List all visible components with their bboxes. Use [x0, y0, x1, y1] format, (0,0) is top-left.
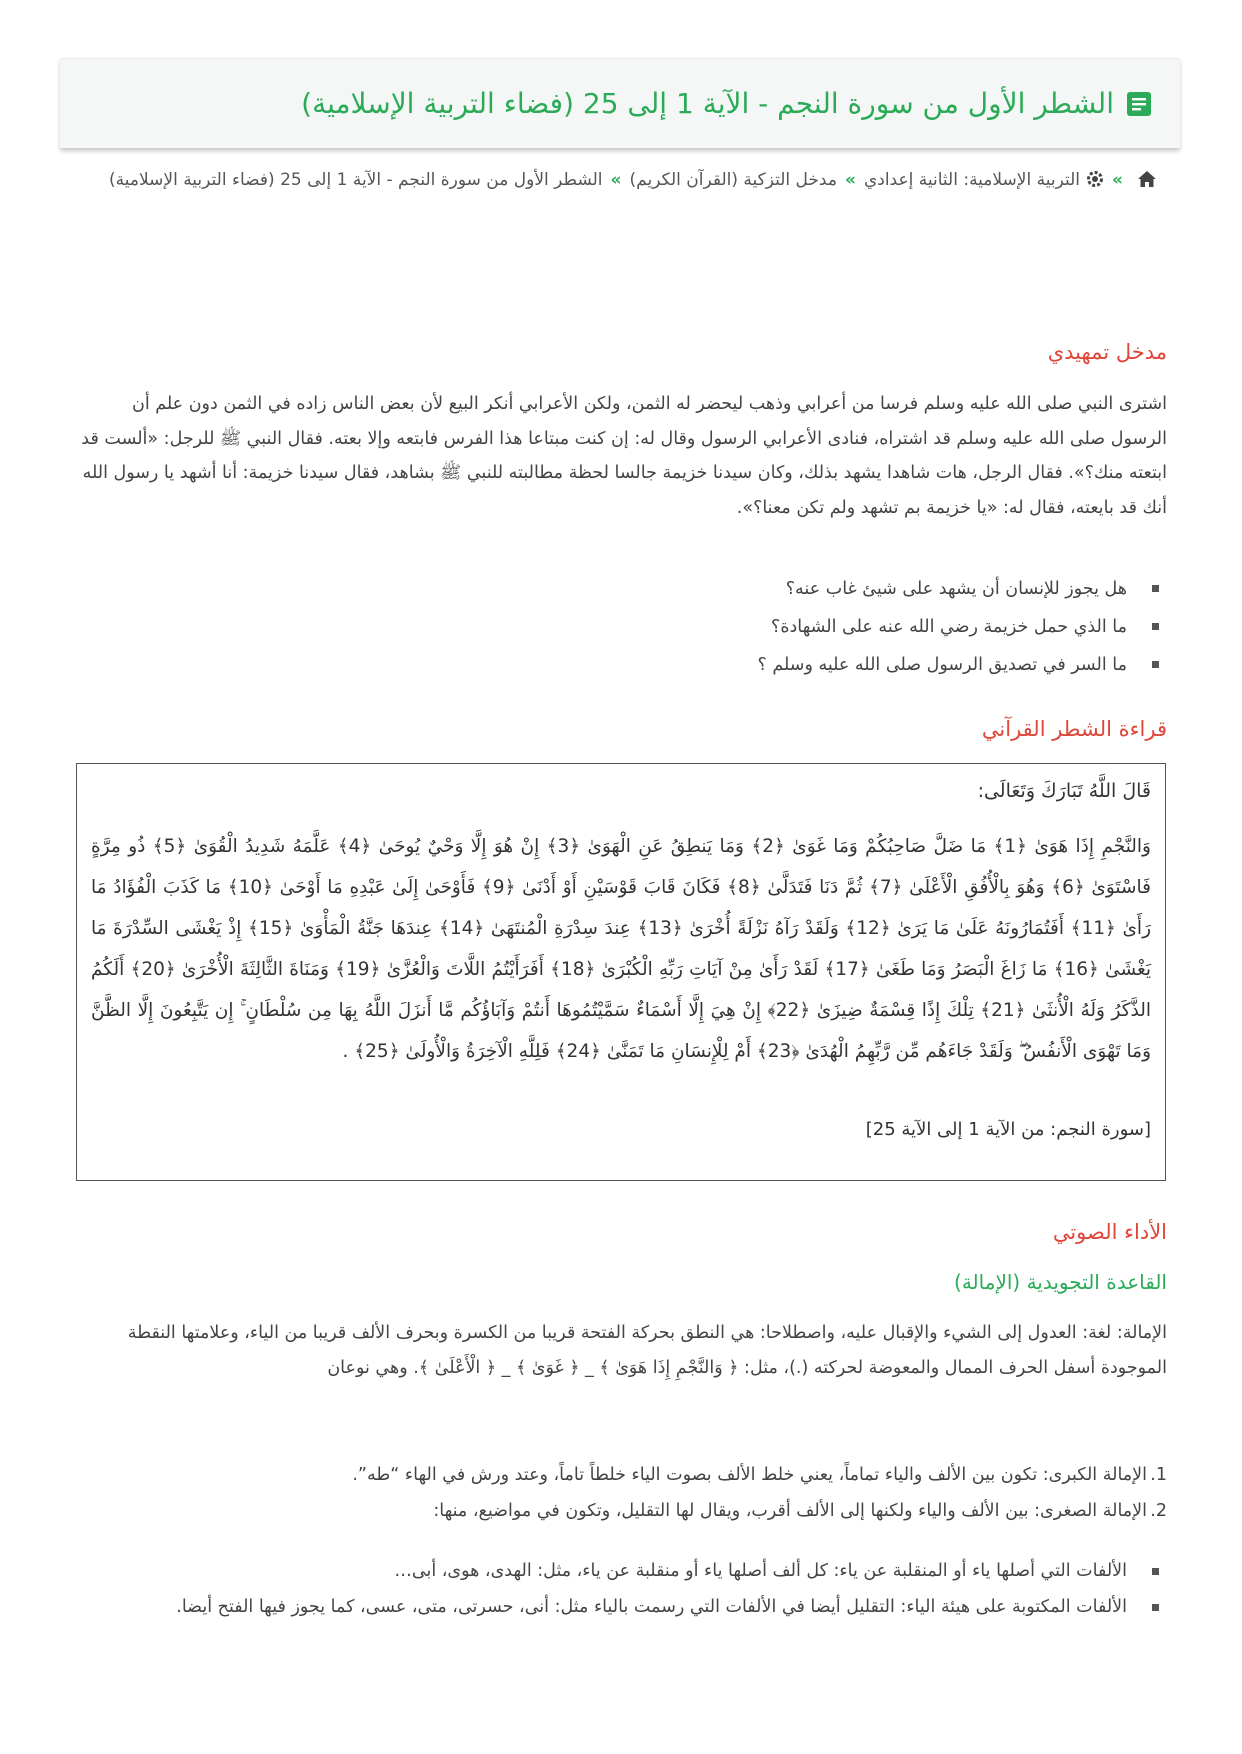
list-item: هل يجوز للإنسان أن يشهد على شيئ غاب عنه؟ — [75, 570, 1167, 608]
gear-icon — [1086, 170, 1104, 188]
intro-questions — [75, 570, 1167, 684]
intro-heading: مدخل تمهيدي — [1047, 340, 1167, 364]
list-item: 2. الإمالة الصغرى: بين الألف والياء ولكنها إلى الألف أقرب، ويقال لها التقليل، وتكون في مواضيع، منها: — [433, 1501, 1167, 1521]
recitation-paragraph: الإمالة: لغة: العدول إلى الشيء والإقبال عليه، واصطلاحا: هي النطق بحركة الفتحة قريبا من الكسرة وبحرف الألف قريبا من الياء، وعلامتها النقطة الموجودة أسفل الحرف الممال والمعوضة لحركته (.)، مثل: ﴿ وَالنَّجْمِ إِذَا هَوَىٰ ﴾ _ ﴿ غَوَىٰ ﴾ _ ﴿ الْأَعْلَىٰ ﴾. وهي نوعان — [127, 1323, 1167, 1378]
page-title-card — [60, 58, 1180, 148]
breadcrumb-item-section[interactable]: مدخل التزكية (القرآن الكريم) — [629, 170, 837, 190]
breadcrumb-item-current: الشطر الأول من سورة النجم - الآية 1 إلى 25 (فضاء التربية الإسلامية) — [109, 170, 603, 190]
breadcrumb-separator: » — [1112, 170, 1123, 190]
reading-heading: قراءة الشطر القرآني — [981, 717, 1167, 741]
quran-reference: [سورة النجم: من الآية 1 إلى الآية 25] — [865, 1119, 1151, 1140]
imala-types — [75, 1457, 1167, 1529]
list-item: الألفات التي أصلها ياء أو المنقلبة عن ياء: كل ألف أصلها ياء أو منقلبة عن ياء، مثل: الهدى، هوى، أبى… — [75, 1553, 1167, 1589]
list-item: ما السر في تصديق الرسول صلى الله عليه وسلم ؟ — [75, 646, 1167, 684]
breadcrumb-separator: » — [610, 170, 622, 190]
recitation-subheading: القاعدة التجويدية (الإمالة) — [954, 1270, 1167, 1294]
list-item: 1. الإمالة الكبرى: تكون بين الألف والياء تماماً، يعني خلط الألف بصوت الياء خلطاً تاماً، وعتد ورش في الهاء “طه”. — [352, 1465, 1167, 1485]
breadcrumb-item-course[interactable]: التربية الإسلامية: الثانية إعدادي — [863, 170, 1081, 190]
page-title: الشطر الأول من سورة النجم - الآية 1 إلى 25 (فضاء التربية الإسلامية) — [301, 87, 1114, 120]
document-icon — [1126, 91, 1152, 117]
breadcrumb — [77, 163, 1157, 197]
intro-paragraph: اشترى النبي صلى الله عليه وسلم فرسا من أعرابي وذهب ليحضر له الثمن، ولكن الأعرابي أنكر البيع لأن بعض الناس زاده في الثمن دون علم أن الرسول صلى الله عليه وسلم قد اشتراه، فنادى الأعرابي الرسول وقال له: إن كنت مبتاعا هذا الفرس فابتعه وإلا بعته. فقال النبي ﷺ للرجل: «ألست قد ابتعته منك؟». فقال الرجل، هات شاهدا يشهد بذلك، وكان سيدنا خزيمة جالسا لحظة مطالبته للنبي ﷺ بشاهد، فقال سيدنا خزيمة: أنا أشهد يا رسول الله أنك قد بايعته، فقال له: «يا خزيمة بم تشهد ولم تكن معنا؟». — [81, 394, 1167, 518]
recitation-heading: الأداء الصوتي — [1052, 1220, 1167, 1244]
breadcrumb-separator: » — [844, 170, 856, 190]
home-icon[interactable] — [1137, 170, 1157, 188]
list-item: الألفات المكتوبة على هيئة الياء: التقليل أيضا في الألفات التي رسمت بالياء مثل: أنى، حسرتى، متى، عسى، كما يجوز فيها الفتح أيضا. — [75, 1589, 1167, 1625]
quran-verses: وَالنَّجْمِ إِذَا هَوَىٰ ﴿1﴾ مَا ضَلَّ صَاحِبُكُمْ وَمَا غَوَىٰ ﴿2﴾ وَمَا يَنطِقُ عَنِ الْهَوَىٰ ﴿3﴾ إِنْ هُوَ إِلَّا وَحْيٌ يُوحَىٰ ﴿4﴾ عَلَّمَهُ شَدِيدُ الْقُوَىٰ ﴿5﴾ ذُو مِرَّةٍ فَاسْتَوَىٰ ﴿6﴾ وَهُوَ بِالْأُفُقِ الْأَعْلَىٰ ﴿7﴾ ثُمَّ دَنَا فَتَدَلَّىٰ ﴿8﴾ فَكَانَ قَابَ قَوْسَيْنِ أَوْ أَدْنَىٰ ﴿9﴾ فَأَوْحَىٰ إِلَىٰ عَبْدِهِ مَا أَوْحَىٰ ﴿10﴾ مَا كَذَبَ الْفُؤَادُ مَا رَأَىٰ ﴿11﴾ أَفَتُمَارُونَهُ عَلَىٰ مَا يَرَىٰ ﴿12﴾ وَلَقَدْ رَآهُ نَزْلَةً أُخْرَىٰ ﴿13﴾ عِندَ سِدْرَةِ الْمُنتَهَىٰ ﴿14﴾ عِندَهَا جَنَّةُ الْمَأْوَىٰ ﴿15﴾ إِذْ يَغْشَى السِّدْرَةَ مَا يَغْشَىٰ ﴿16﴾ مَا زَاغَ الْبَصَرُ وَمَا طَغَىٰ ﴿17﴾ لَقَدْ رَأَىٰ مِنْ آيَاتِ رَبِّهِ الْكُبْرَىٰ ﴿18﴾ أَفَرَأَيْتُمُ اللَّاتَ وَالْعُزَّىٰ ﴿19﴾ وَمَنَاةَ الثَّالِثَةَ الْأُخْرَىٰ ﴿20﴾ أَلَكُمُ الذَّكَرُ وَلَهُ الْأُنثَىٰ ﴿21﴾ تِلْكَ إِذًا قِسْمَةٌ ضِيزَىٰ ﴿22﴾ إِنْ هِيَ إِلَّا أَسْمَاءٌ سَمَّيْتُمُوهَا أَنتُمْ وَآبَاؤُكُم مَّا أَنزَلَ اللَّهُ بِهَا مِن سُلْطَانٍ ۚ إِن يَتَّبِعُونَ إِلَّا الظَّنَّ وَمَا تَهْوَى الْأَنفُسُ ۖ وَلَقَدْ جَاءَهُم مِّن رَّبِّهِمُ الْهُدَىٰ ﴿23﴾ أَمْ لِلْإِنسَانِ مَا تَمَنَّىٰ ﴿24﴾ فَلِلَّهِ الْآخِرَةُ وَالْأُولَىٰ ﴿25﴾ . — [91, 836, 1152, 1062]
quran-intro: قَالَ اللَّهُ تَبَارَكَ وَتَعَالَى: — [977, 780, 1151, 802]
list-item: ما الذي حمل خزيمة رضي الله عنه على الشهادة؟ — [75, 608, 1167, 646]
imala-cases — [75, 1553, 1167, 1625]
quran-box — [76, 763, 1166, 1181]
